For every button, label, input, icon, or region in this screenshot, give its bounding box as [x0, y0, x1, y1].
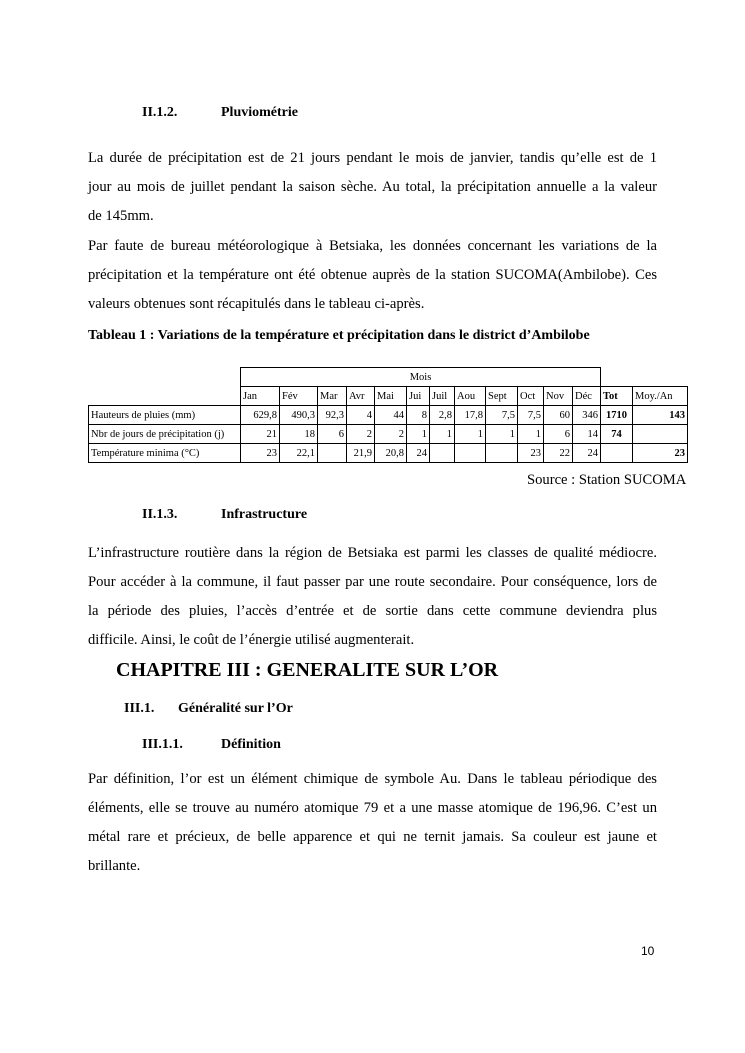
column-header: Fév — [280, 387, 318, 406]
column-header: Jui — [407, 387, 430, 406]
table-cell: 629,8 — [241, 406, 280, 425]
column-header: Sept — [486, 387, 518, 406]
line: Pour accéder à la commune, il faut passer par une route secondaire. Pour conséquence, lors de — [88, 574, 657, 590]
group-header: Mois — [241, 368, 601, 387]
line: la période des pluies, l’accès d’entrée et de sortie dans cette commune deviendra plus — [88, 603, 657, 619]
line: de 145mm. — [88, 208, 154, 224]
column-header: Oct — [518, 387, 544, 406]
section-title: Définition — [221, 737, 281, 752]
table-cell: 1 — [407, 425, 430, 444]
column-header: Jan — [241, 387, 280, 406]
table-cell: 7,5 — [486, 406, 518, 425]
line: La durée de précipitation est de 21 jours pendant le mois de janvier, tandis qu’elle est de 1 — [88, 150, 657, 166]
line: Par faute de bureau météorologique à Betsiaka, les données concernant les variations de la — [88, 238, 657, 254]
table-cell: 92,3 — [318, 406, 347, 425]
column-header: Mar — [318, 387, 347, 406]
table-cell: 1 — [455, 425, 486, 444]
table-cell: 44 — [375, 406, 407, 425]
table-cell: 18 — [280, 425, 318, 444]
column-header: Nov — [544, 387, 573, 406]
paragraph — [88, 765, 657, 881]
table-caption: Tableau 1 : Variations de la température et précipitation dans le district d’Ambilobe — [88, 328, 590, 343]
table-cell: 21 — [241, 425, 280, 444]
column-header: Juil — [430, 387, 455, 406]
table-cell — [430, 444, 455, 463]
table-cell — [455, 444, 486, 463]
table-cell: 14 — [573, 425, 601, 444]
table-cell: 346 — [573, 406, 601, 425]
line: valeurs obtenues sont récapitulés dans le tableau ci-après. — [88, 296, 425, 312]
table-cell: 490,3 — [280, 406, 318, 425]
table-cell: 20,8 — [375, 444, 407, 463]
chapter-title: CHAPITRE III : GENERALITE SUR L’OR — [116, 659, 499, 681]
row-label: Température minima (°C) — [89, 444, 241, 463]
table-cell: 6 — [544, 425, 573, 444]
column-header: Avr — [347, 387, 375, 406]
table-cell: 23 — [633, 444, 688, 463]
line: brillante. — [88, 858, 141, 874]
table-cell: 1 — [430, 425, 455, 444]
line: L’infrastructure routière dans la région de Betsiaka est parmi les classes de qualité médiocre. — [88, 545, 657, 561]
table-row — [89, 444, 688, 463]
table-cell: 1 — [486, 425, 518, 444]
table-cell: 22,1 — [280, 444, 318, 463]
section-number: III.1.1. — [142, 737, 183, 752]
table-cell: 24 — [573, 444, 601, 463]
table-cell — [601, 444, 633, 463]
table-cell — [633, 425, 688, 444]
table-cell: 7,5 — [518, 406, 544, 425]
section-number: III.1. — [124, 701, 155, 716]
table-cell — [486, 444, 518, 463]
paragraph — [88, 144, 657, 231]
section-title: Pluviométrie — [221, 105, 298, 120]
column-header: Déc — [573, 387, 601, 406]
column-header: Aou — [455, 387, 486, 406]
line: Par définition, l’or est un élément chimique de symbole Au. Dans le tableau périodique des — [88, 771, 657, 787]
row-label: Nbr de jours de précipitation (j) — [89, 425, 241, 444]
table-cell: 143 — [633, 406, 688, 425]
line: métal rare et précieux, de belle apparence et qui ne ternit jamais. Sa couleur est jaune et — [88, 829, 657, 845]
section-number: II.1.3. — [142, 507, 178, 522]
table-cell: 8 — [407, 406, 430, 425]
table-cell: 60 — [544, 406, 573, 425]
column-header: Moy./An — [633, 387, 688, 406]
table-cell: 2 — [375, 425, 407, 444]
table-cell: 74 — [601, 425, 633, 444]
table-row — [89, 406, 688, 425]
paragraph — [88, 232, 657, 319]
line: précipitation et la température ont été obtenue auprès de la station SUCOMA(Ambilobe). Ces — [88, 267, 657, 283]
table-row — [89, 425, 688, 444]
line: éléments, elle se trouve au numéro atomique 79 et a une masse atomique de 196,96. C’est un — [88, 800, 657, 816]
table-cell: 1 — [518, 425, 544, 444]
climate-table — [88, 367, 688, 463]
section-number: II.1.2. — [142, 105, 178, 120]
column-header: Mai — [375, 387, 407, 406]
table-cell: 1710 — [601, 406, 633, 425]
table-cell: 21,9 — [347, 444, 375, 463]
table-cell — [318, 444, 347, 463]
table-cell: 23 — [518, 444, 544, 463]
page-number: 10 — [641, 944, 655, 958]
line: jour au mois de juillet pendant la saison sèche. Au total, la précipitation annuelle a la valeur — [88, 179, 657, 195]
row-label: Hauteurs de pluies (mm) — [89, 406, 241, 425]
column-header: Tot — [601, 387, 633, 406]
table-cell: 4 — [347, 406, 375, 425]
paragraph — [88, 539, 657, 655]
table-cell: 6 — [318, 425, 347, 444]
section-title: Infrastructure — [221, 507, 308, 522]
table-cell: 2 — [347, 425, 375, 444]
table-cell: 17,8 — [455, 406, 486, 425]
table-source: Source : Station SUCOMA — [527, 472, 687, 488]
table-cell: 22 — [544, 444, 573, 463]
table-cell: 23 — [241, 444, 280, 463]
table-cell: 2,8 — [430, 406, 455, 425]
line: difficile. Ainsi, le coût de l’énergie utilisé augmenterait. — [88, 632, 415, 648]
header-row — [89, 387, 688, 406]
table-cell: 24 — [407, 444, 430, 463]
section-title: Généralité sur l’Or — [178, 701, 293, 716]
